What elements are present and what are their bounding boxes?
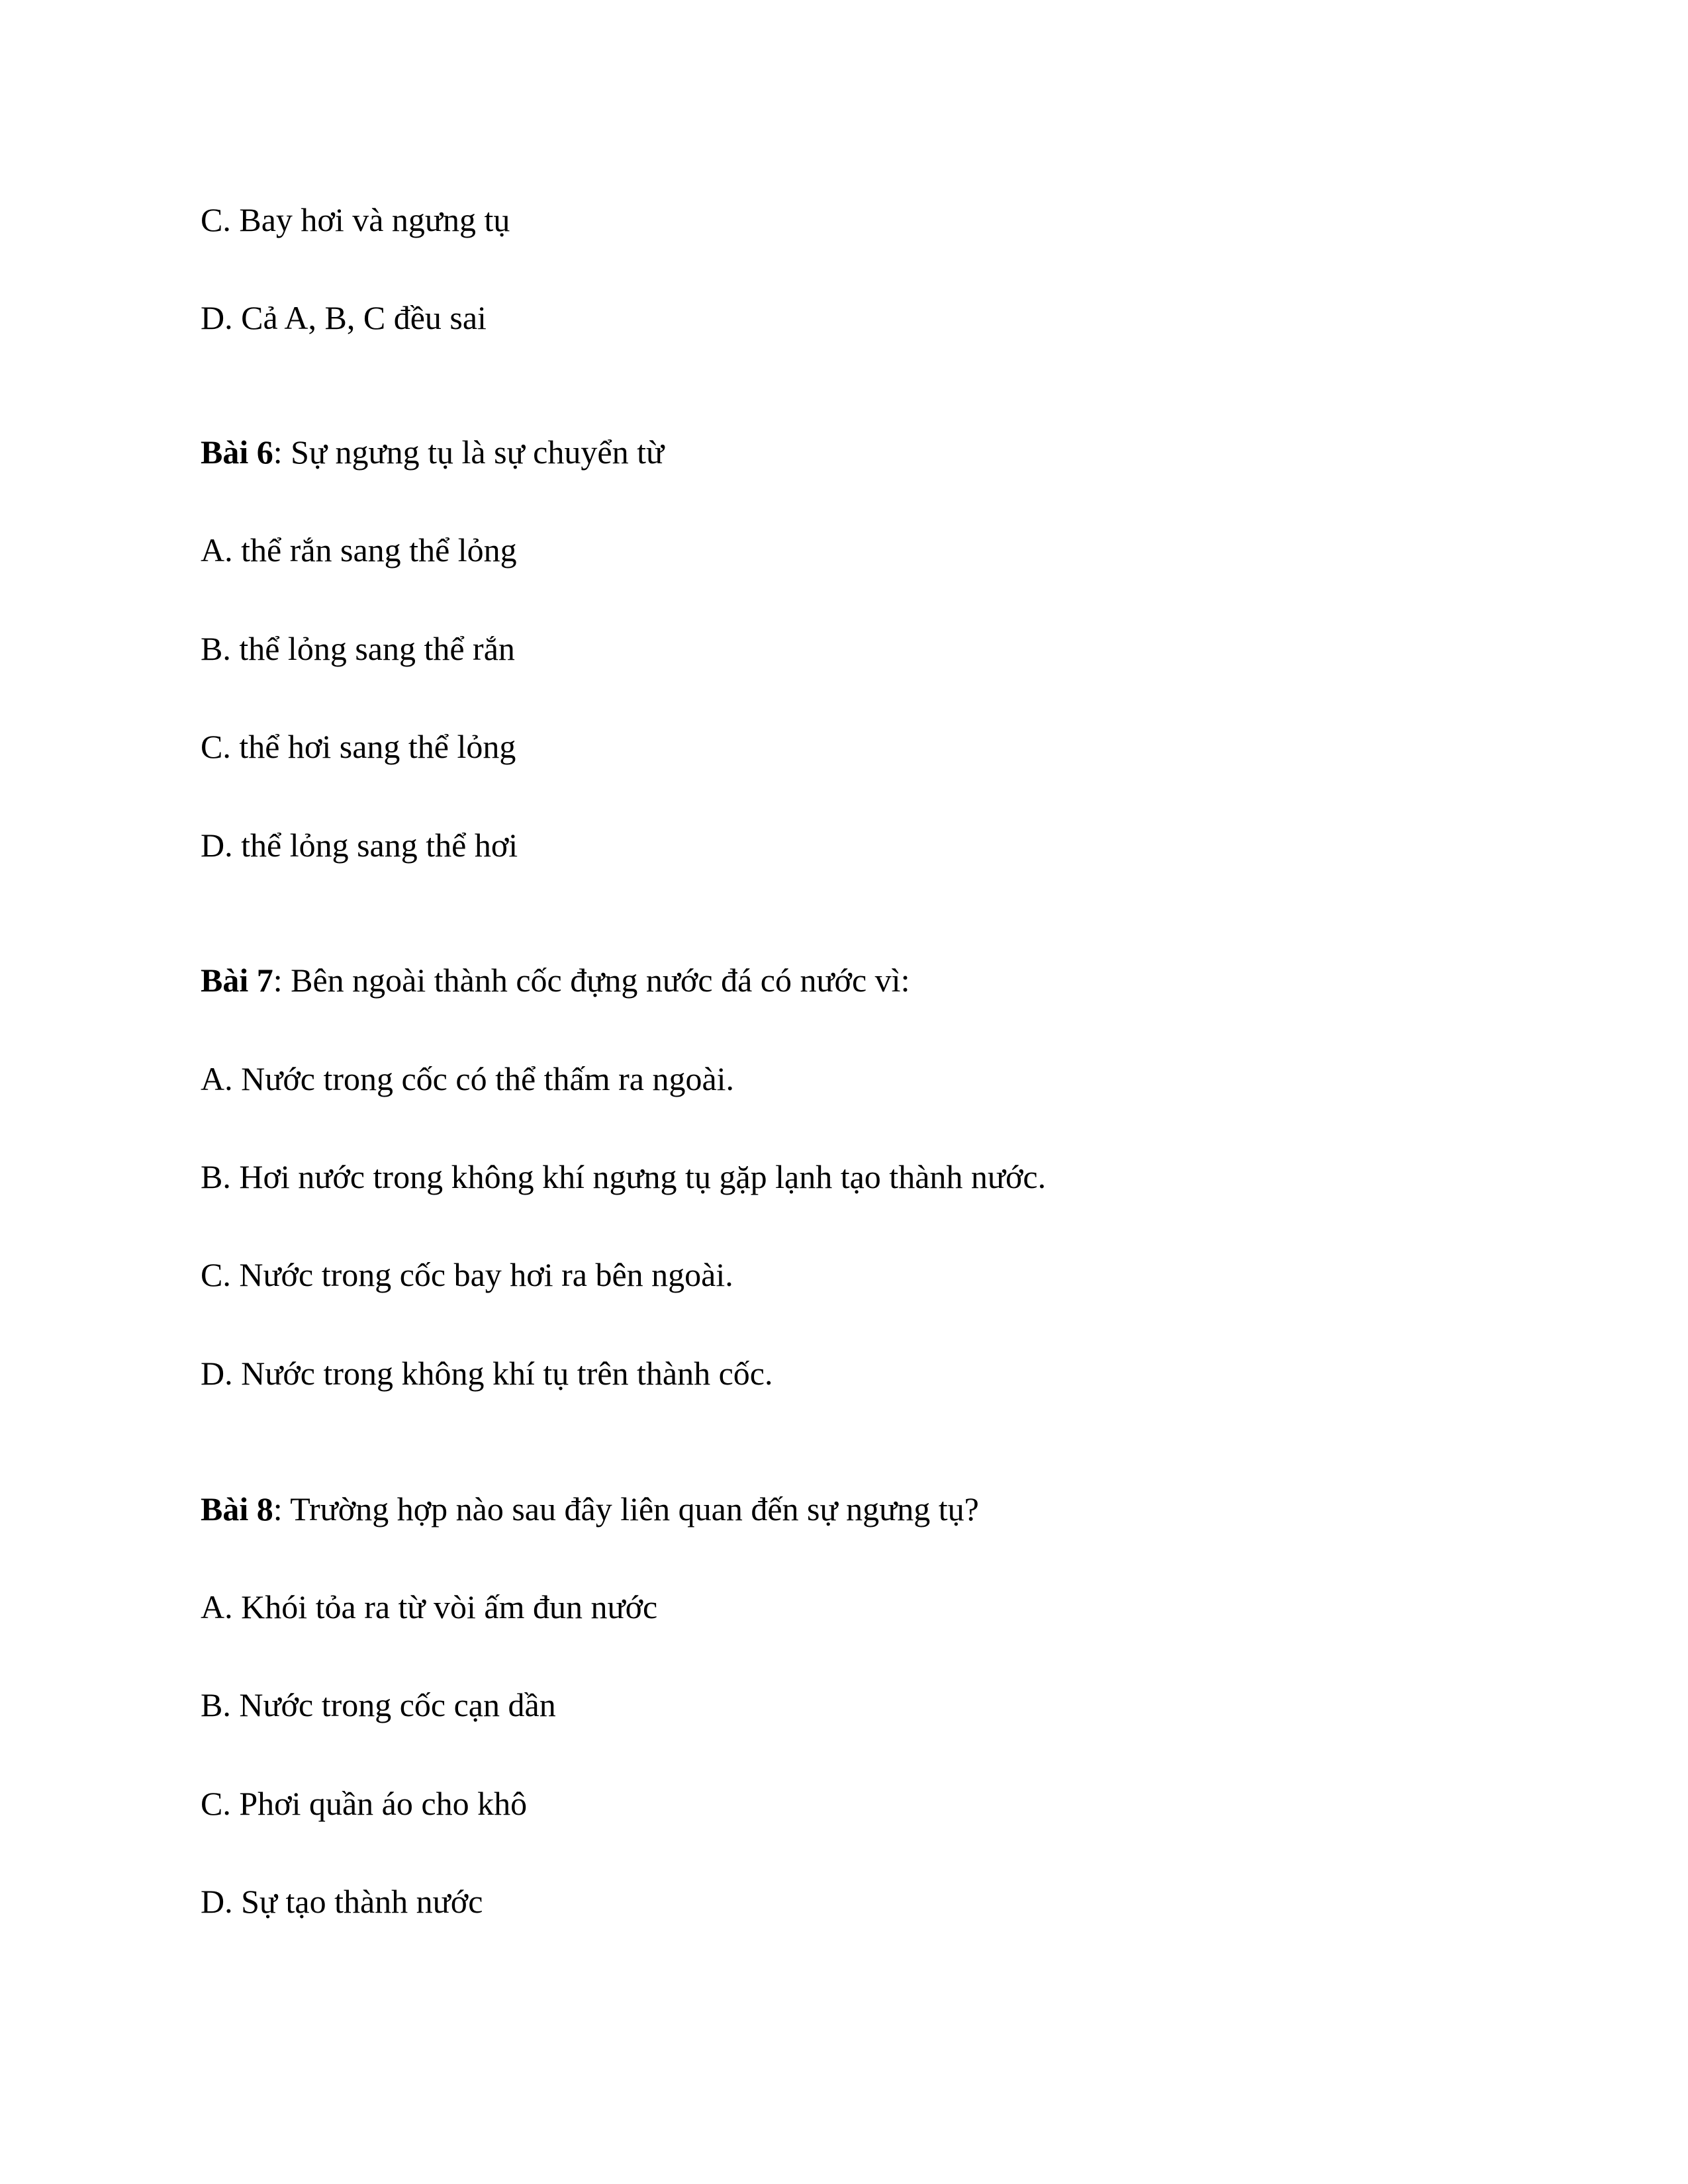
question-8-option-c: C. Phơi quần áo cho khô: [201, 1785, 528, 1822]
option-c-previous: C. Bay hơi và ngưng tụ: [201, 201, 510, 238]
question-7-prompt: : Bên ngoài thành cốc đựng nước đá có nước vì:: [273, 962, 910, 999]
question-6: [201, 432, 664, 472]
question-7-option-b: B. Hơi nước trong không khí ngưng tụ gặp lạnh tạo thành nước.: [201, 1158, 1047, 1195]
question-7-option-a: A. Nước trong cốc có thể thấm ra ngoài.: [201, 1060, 735, 1097]
question-8: [201, 1489, 979, 1529]
question-8-prompt: : Trường hợp nào sau đây liên quan đến sự ngưng tụ?: [273, 1490, 979, 1527]
question-6-label: Bài 6: [201, 433, 273, 471]
question-6-option-d: D. thể lỏng sang thể hơi: [201, 827, 518, 864]
question-6-option-c: C. thể hơi sang thể lỏng: [201, 728, 516, 765]
question-6-option-a: A. thể rắn sang thể lỏng: [201, 531, 517, 569]
question-8-label: Bài 8: [201, 1490, 273, 1527]
option-d-previous: D. Cả A, B, C đều sai: [201, 299, 487, 336]
question-8-option-b: B. Nước trong cốc cạn dần: [201, 1686, 556, 1723]
question-8-option-d: D. Sự tạo thành nước: [201, 1883, 483, 1920]
question-7-label: Bài 7: [201, 962, 273, 999]
question-7-option-c: C. Nước trong cốc bay hơi ra bên ngoài.: [201, 1256, 733, 1293]
question-8-option-a: A. Khói tỏa ra từ vòi ấm đun nước: [201, 1588, 658, 1625]
question-7-option-d: D. Nước trong không khí tụ trên thành cốc.: [201, 1355, 773, 1392]
question-7: [201, 960, 910, 1000]
question-6-prompt: : Sự ngưng tụ là sự chuyển từ: [273, 433, 665, 471]
question-6-option-b: B. thể lỏng sang thể rắn: [201, 630, 515, 667]
